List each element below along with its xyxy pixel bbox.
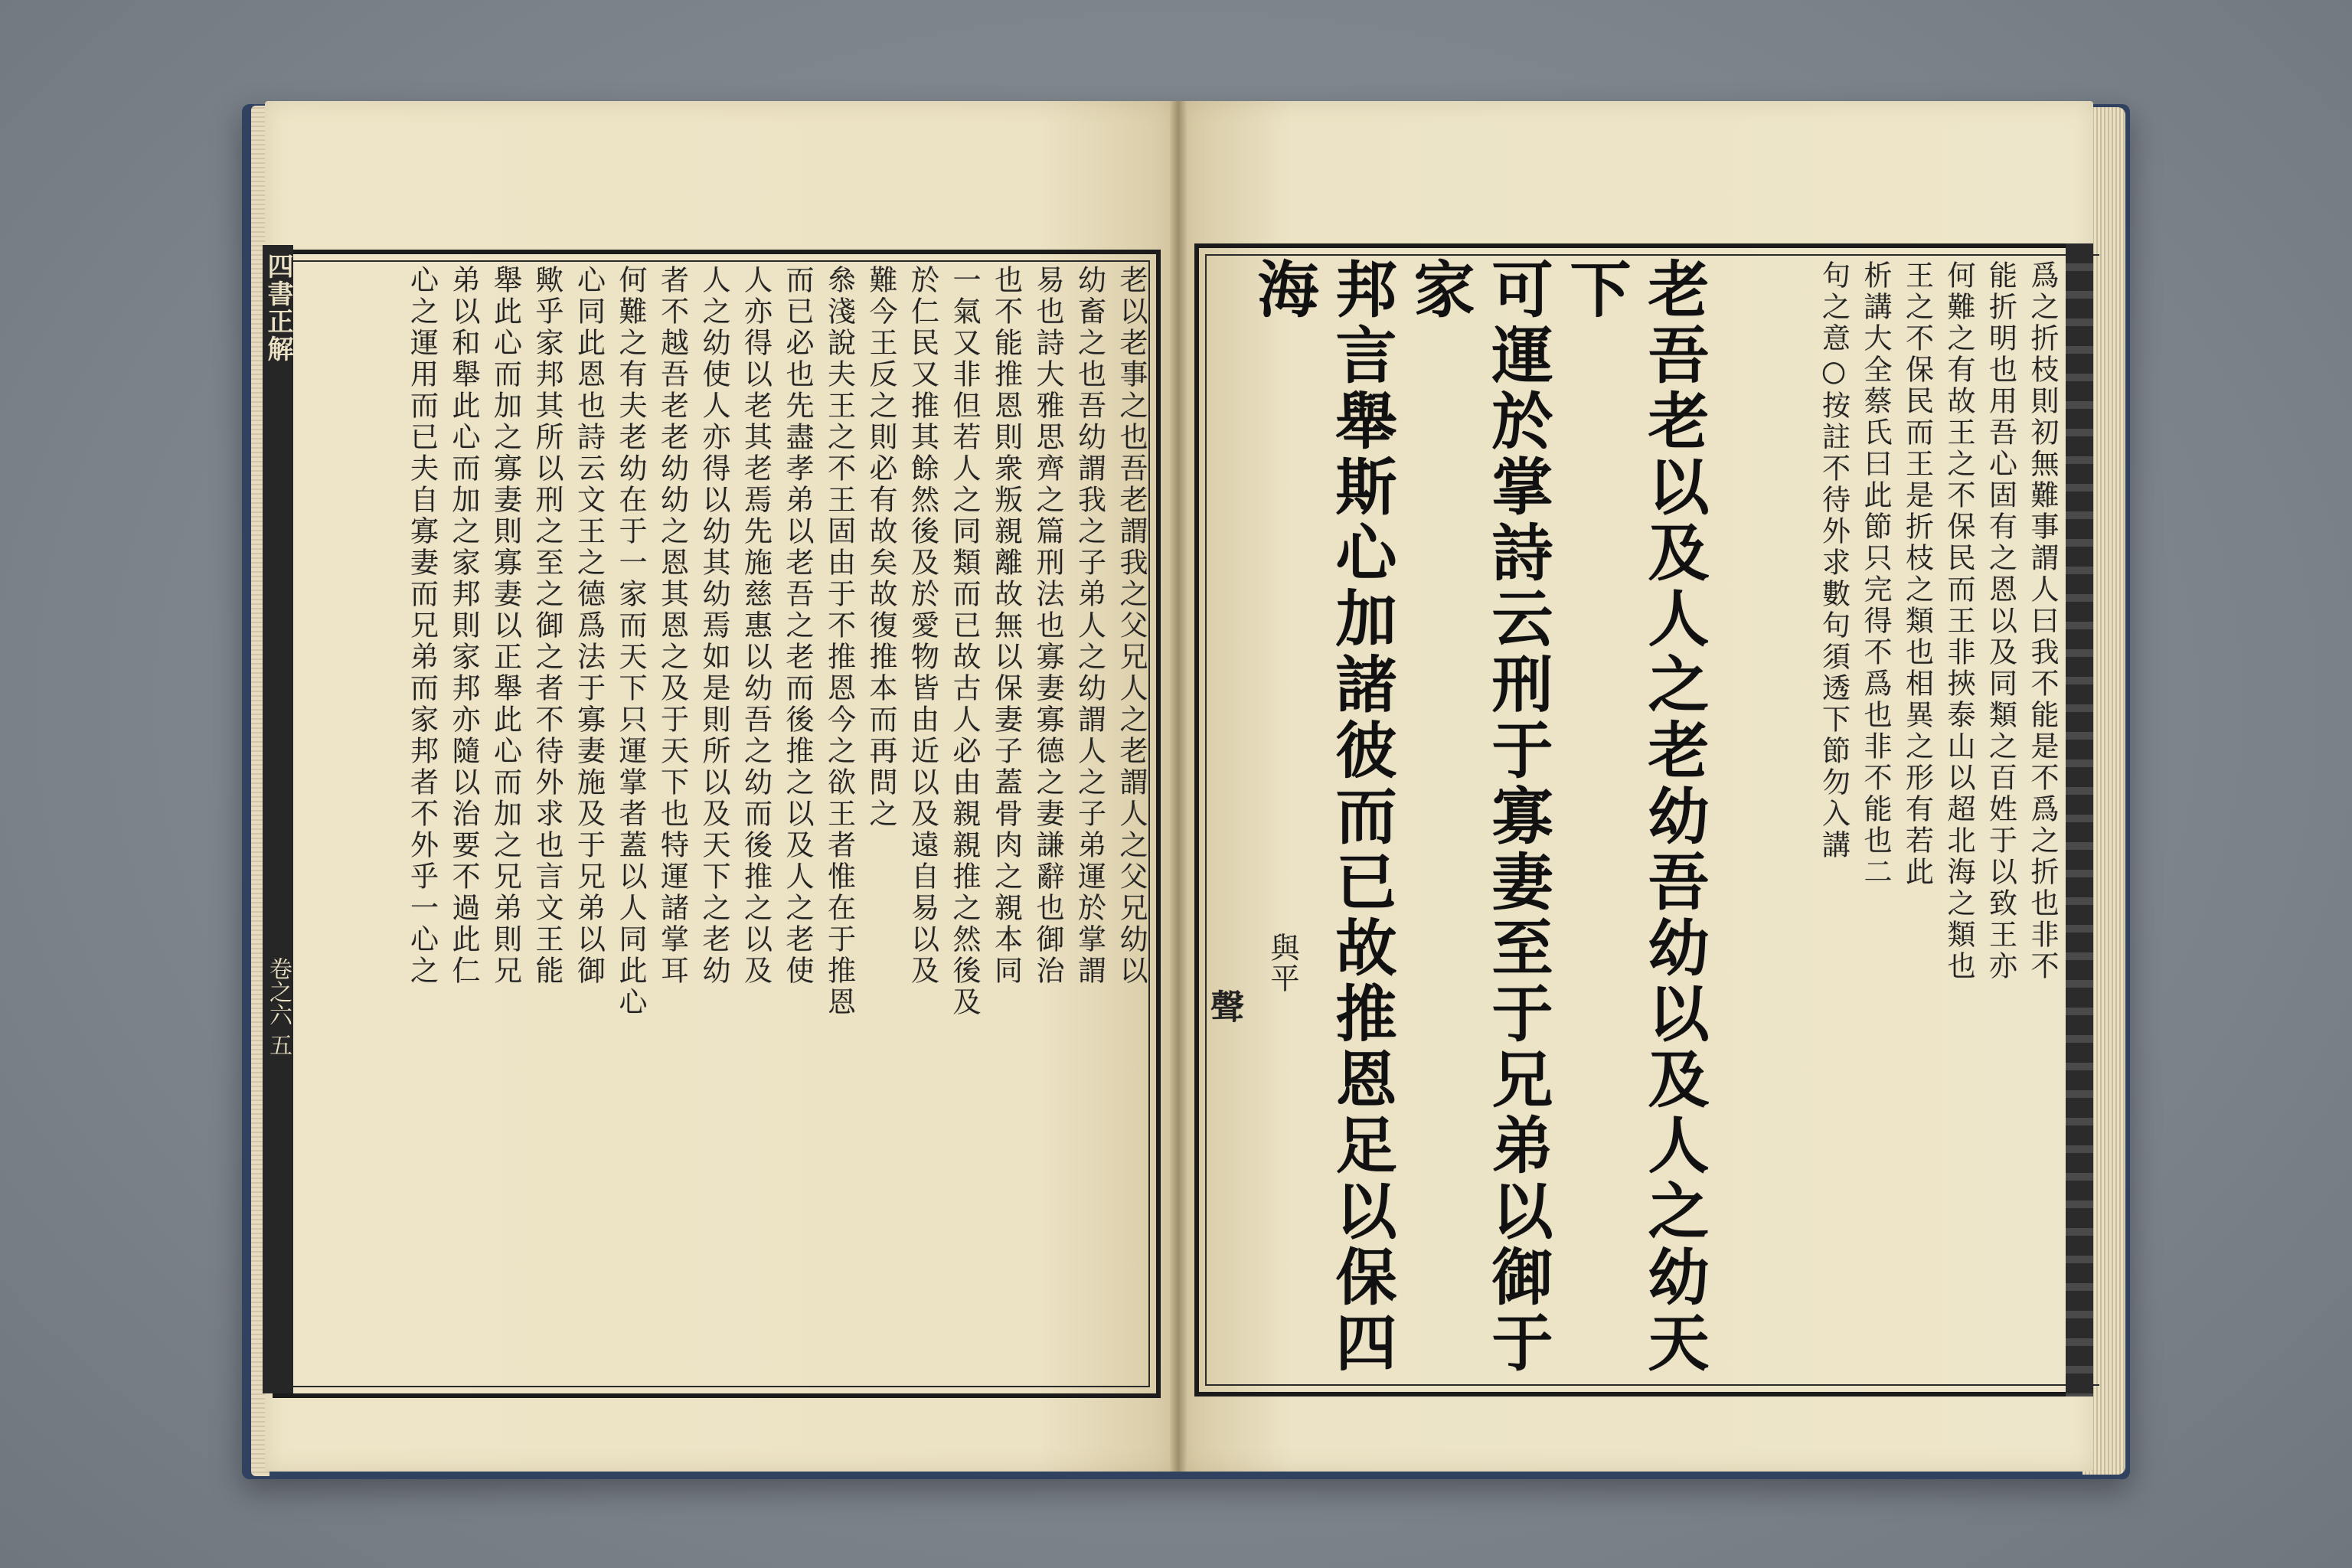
text-column: 歟乎家邦其所以刑之至之御之者不待外求也言文王能 — [531, 265, 564, 987]
text-column: 心之運用而已夫自寡妻而兄弟而家邦者不外乎一心之 — [405, 265, 439, 987]
pronunciation-note: 與平 — [1266, 933, 1299, 994]
text-column: 也不能推恩則衆叛親離故無以保妻子蓋骨肉之親本同 — [989, 265, 1023, 987]
main-text-column: 可運於掌詩云刑于寡妻至于兄弟以御于家 — [1403, 257, 1553, 1377]
text-column: 難今王反之則必有故矣故復推本而再問之 — [864, 265, 897, 830]
right-page-commentary — [1807, 260, 2063, 1386]
main-text-column — [1240, 257, 1243, 1386]
commentary-column: 王之不保民而王是折枝之類也相異之形有若此 — [1900, 260, 1934, 888]
book-gutter — [1170, 101, 1187, 1472]
left-page-text — [300, 265, 1152, 1387]
text-column: 人亦得以老其老焉先施慈惠以幼吾之幼而後推之以及 — [739, 265, 773, 987]
text-column: 於仁民又推其餘然後及於愛物皆由近以及遠自易以及 — [906, 265, 939, 987]
margin-strip-right — [2066, 243, 2093, 1396]
text-column: 舉此心而加之寡妻則寡妻以正舉此心而加之兄弟則兄 — [488, 265, 522, 987]
book-title: 四書正解 — [263, 253, 293, 363]
text-column: 何難之有夫老幼在于一家而天下只運掌者蓋以人同此心 — [614, 265, 647, 1018]
folio-number: 卷之六 五 — [265, 957, 292, 1057]
commentary-column: 句之意○按註不待外求數句須透下節勿入講 — [1817, 260, 1851, 861]
text-column: 而已必也先盡孝弟以老吾之老而後推之以及人之老使 — [781, 265, 814, 987]
text-column: 叅淺說夫王之不王固由于不推恩今之欲王者惟在于推恩 — [822, 265, 856, 1018]
pronunciation-note-tone: 聲 — [1204, 989, 1243, 1023]
text-column: 心同此恩也詩云文王之德爲法于寡妻施及于兄弟以御 — [572, 265, 606, 987]
text-column: 老以老事之也吾老謂我之父兄人之老謂人之父兄幼以 — [1115, 265, 1148, 987]
commentary-column: 何難之有故王之不保民而王非挾泰山以超北海之類也 — [1942, 260, 1975, 982]
margin-heading-strip — [263, 245, 293, 1393]
commentary-column: 能折明也用吾心固有之恩以及同類之百姓于以致王亦 — [1984, 260, 2017, 982]
main-text-column: 老吾老以及人之老幼吾幼以及人之幼天下 — [1560, 257, 1709, 1377]
text-column: 幼畜之也吾幼謂我之子弟人之幼謂人之子弟運於掌謂 — [1073, 265, 1106, 987]
right-page-main-text — [1240, 257, 1712, 1386]
main-text-column: 邦言舉斯心加諸彼而已故推恩足以保四海 — [1247, 257, 1396, 1377]
commentary-column: 析講大全蔡氏曰此節只完得不爲也非不能也二 — [1859, 260, 1892, 888]
text-column: 易也詩大雅思齊之篇刑法也寡妻寡德之妻謙辭也御治 — [1031, 265, 1064, 987]
commentary-column: 爲之折枝則初無難事謂人曰我不能是不爲之折也非不 — [2026, 260, 2059, 982]
text-column: 弟以和舉此心而加之家邦則家邦亦隨以治要不過此仁 — [447, 265, 480, 987]
text-column: 者不越吾老老幼幼之恩其恩之及于天下也特運諸掌耳 — [655, 265, 689, 987]
text-column: 一氣又非但若人之同類而已故古人必由親親推之然後及 — [948, 265, 981, 1018]
text-column: 人之幼使人亦得以幼其幼焉如是則所以及天下之老幼 — [697, 265, 730, 987]
